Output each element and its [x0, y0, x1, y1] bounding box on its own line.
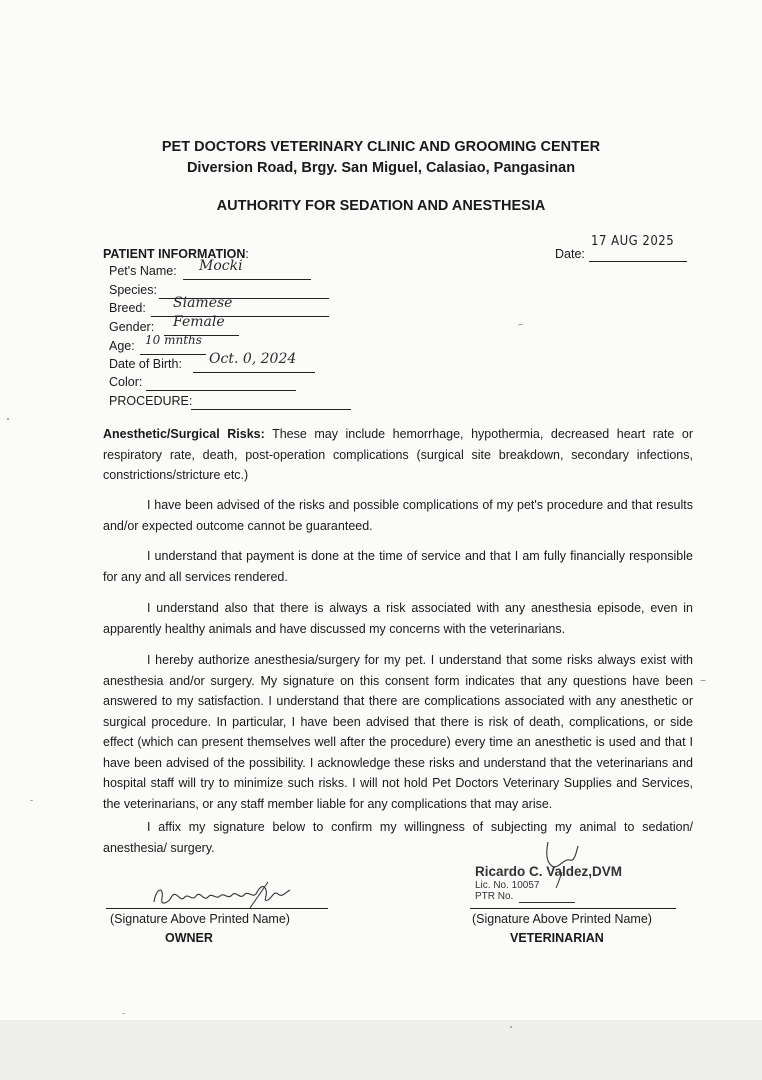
- color-line: [146, 390, 296, 391]
- vet-signature-line: [470, 908, 676, 909]
- age-line: [140, 354, 206, 355]
- age-value: 10 mnths: [145, 333, 202, 347]
- consent-paragraph: I hereby authorize anesthesia/surgery for my pet. I understand that some risks always exist with anesthesia and/or surgery. My signature on this consent form indicates that any questions have been answered to my satisfaction. I understand that there are complications associated with any anesthetic or surgical procedure. In particular, I have been advised that there is risk of death, complications, or side effect (which can present themselves well after the procedure) every time an anesthetic is used and that I have been advised of the possibility. I acknowledge these risks and understand that the veterinarians and hospital staff will try to minimize such risks. I will not hold Pet Doctors Veterinary Supplies and Services, the veterinarians, or any staff member liable for any complications that may arise.: [103, 653, 693, 811]
- date-field: [555, 234, 695, 265]
- scan-speck: [510, 1026, 512, 1028]
- age-label: Age:: [109, 339, 135, 353]
- gender-label: Gender:: [109, 320, 155, 334]
- owner-role: OWNER: [165, 931, 213, 945]
- consent-paragraph: I understand also that there is always a risk associated with any anesthesia episode, even in apparently healthy animals and have discussed my concerns with the veterinarians.: [103, 601, 693, 636]
- vet-ptr-line: [519, 902, 575, 903]
- breed-label: Breed:: [109, 301, 146, 315]
- date-label: Date:: [555, 247, 585, 261]
- species-label: Species:: [109, 283, 157, 297]
- vet-role: VETERINARIAN: [510, 931, 604, 945]
- vet-stamp-name: Ricardo C. Valdez,DVM: [475, 864, 623, 879]
- scan-speck: [122, 1013, 125, 1014]
- consent-paragraph: I understand that payment is done at the time of service and that I am fully financially responsible for any and all services rendered.: [103, 549, 693, 584]
- risks-paragraph: [103, 424, 693, 486]
- vet-stamp-ptr: PTR No.: [475, 891, 514, 902]
- scan-bottom-band: [0, 1020, 762, 1080]
- clinic-name: PET DOCTORS VETERINARY CLINIC AND GROOMING CENTER: [161, 139, 601, 155]
- owner-signature-label: (Signature Above Printed Name): [110, 912, 290, 926]
- vet-signature-label: (Signature Above Printed Name): [472, 912, 652, 926]
- patient-info-heading: PATIENT INFORMATION:: [103, 247, 249, 261]
- dob-label: Date of Birth:: [109, 357, 182, 371]
- date-line: [589, 261, 687, 262]
- pet-name-label: Pet's Name:: [109, 264, 177, 278]
- scan-speck: [518, 324, 523, 325]
- color-label: Color:: [109, 375, 143, 389]
- dob-value: Oct. 0, 2024: [209, 351, 297, 367]
- procedure-line: [191, 409, 351, 410]
- scan-speck: [30, 800, 33, 801]
- consent-paragraph: I have been advised of the risks and possible complications of my pet's procedure and that results and/or expected outcome cannot be guaranteed.: [103, 498, 693, 533]
- form-title: AUTHORITY FOR SEDATION AND ANESTHESIA: [216, 198, 546, 214]
- consent-paragraph: I affix my signature below to confirm my willingness of subjecting my animal to sedation/ anesthesia/ surgery.: [103, 820, 693, 855]
- date-stamp: 17 AUG 2025: [591, 234, 675, 249]
- vet-stamp: [475, 864, 665, 910]
- owner-signature-line: [106, 908, 328, 909]
- dob-line: [193, 372, 315, 373]
- vet-stamp-license: Lic. No. 10057: [475, 880, 540, 891]
- scan-speck: [7, 418, 9, 420]
- pet-name-value: Mocki: [199, 258, 243, 274]
- risks-text: These may include hemorrhage, hypothermia, decreased heart rate or respiratory rate, death, post-operation complications (surgical site breakdown, secondary infections, constrictions/stricture etc.): [103, 427, 693, 482]
- procedure-label: PROCEDURE:: [109, 394, 193, 408]
- risks-label: Anesthetic/Surgical Risks:: [103, 427, 265, 441]
- pet-name-line: [183, 279, 311, 280]
- gender-value: Female: [173, 314, 225, 330]
- clinic-address: Diversion Road, Brgy. San Miguel, Calasiao, Pangasinan: [186, 160, 576, 176]
- breed-value: Siamese: [173, 295, 233, 311]
- scan-speck: [700, 680, 706, 681]
